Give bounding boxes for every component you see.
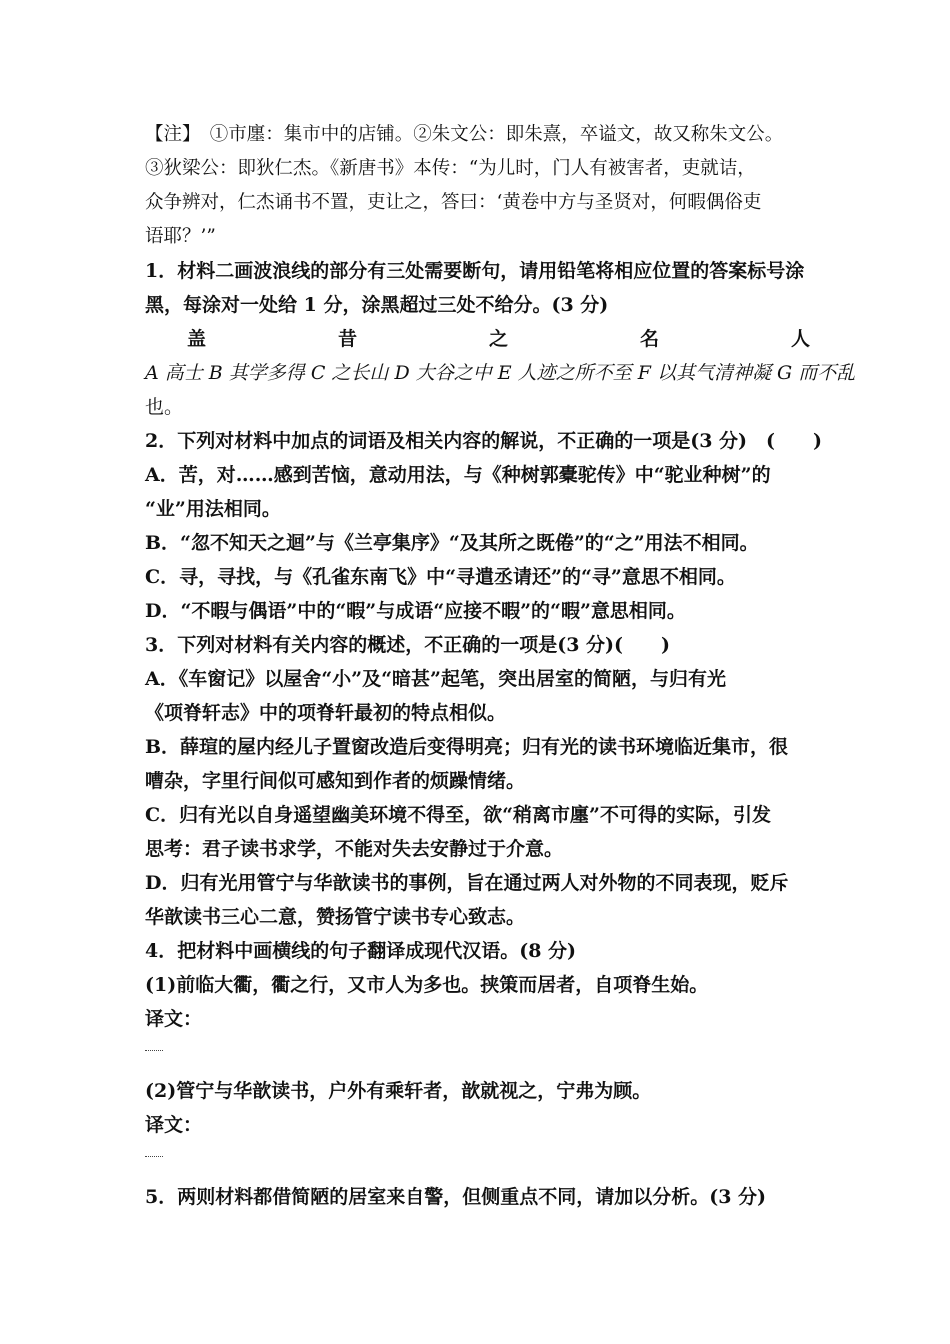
question-1 — [145, 254, 856, 424]
q4-answer-line-1 — [145, 1036, 810, 1066]
q1-char: 之 — [488, 328, 508, 350]
q3-option-a-line-1: A．《车窗记》以屋舍“小”及“暗甚”起笔，突出居室的简陋，与归有光 — [145, 668, 726, 690]
q3-option-b-line-1: B．薛瑄的屋内经儿子置窗改造后变得明亮；归有光的读书环境临近集市，很 — [145, 736, 789, 758]
question-5 — [145, 1180, 810, 1214]
q1-option-line: A 高士 B 其学多得 C 之长山 D 大谷之中 E 人迹之所不至 F 以其气清神凝 G 而不乱 — [145, 362, 856, 384]
q3-stem: 3．下列对材料有关内容的概述，不正确的一项是(3 分)( ) — [145, 634, 671, 656]
q3-option-b-line-2: 嘈杂，字里行间似可感知到作者的烦躁情绪。 — [145, 770, 526, 792]
q3-option-a-line-2: 《项脊轩志》中的项脊轩最初的特点相似。 — [145, 702, 507, 724]
note-line-3: 众争辨对，仁杰诵书不置，吏让之，答曰：‘黄卷中方与圣贤对，何暇偶俗吏 — [145, 192, 762, 213]
q1-spaced-chars — [145, 322, 810, 356]
q1-char: 盖 — [187, 328, 207, 350]
note-line-1: 【注】 ①市廛：集市中的店铺。②朱文公：即朱熹，卒谥文，故又称朱文公。 — [145, 124, 784, 145]
q1-stem-line-1: 1．材料二画波浪线的部分有三处需要断句，请用铅笔将相应位置的答案标号涂 — [145, 260, 805, 282]
q2-option-b: B．“忽不知天之迴”与《兰亭集序》“及其所之既倦”的“之”用法不相同。 — [145, 532, 759, 554]
q2-option-d: D．“不暇与偶语”中的“暇”与成语“应接不暇”的“暇”意思相同。 — [145, 600, 686, 622]
q1-char: 人 — [790, 328, 810, 350]
q4-sentence-1: (1)前临大衢，衢之行，又市人为多也。挟策而居者，自项脊生始。 — [145, 974, 709, 996]
note-line-4: 语耶？’” — [145, 226, 216, 247]
q3-option-c-line-1: C．归有光以自身遥望幽美环境不得至，欲“稍离市廛”不可得的实际，引发 — [145, 804, 771, 826]
q1-char: 昔 — [337, 328, 357, 350]
q5-stem: 5．两则材料都借简陋的居室来自警，但侧重点不同，请加以分析。(3 分) — [145, 1186, 767, 1208]
q2-option-c: C．寻，寻找，与《孔雀东南飞》中“寻遣丞请还”的“寻”意思不相同。 — [145, 566, 736, 588]
q1-tail: 也。 — [145, 396, 184, 418]
q1-char: 名 — [639, 328, 659, 350]
q3-option-d-line-1: D．归有光用管宁与华歆读书的事例，旨在通过两人对外物的不同表现，贬斥 — [145, 872, 789, 894]
question-3 — [145, 628, 810, 934]
question-4 — [145, 934, 810, 1180]
q3-option-d-line-2: 华歆读书三心二意，赞扬管宁读书专心致志。 — [145, 906, 526, 928]
q4-answer-line-2 — [145, 1142, 810, 1172]
q4-stem: 4．把材料中画横线的句子翻译成现代汉语。(8 分) — [145, 940, 577, 962]
q2-option-a-line-2: “业”用法相同。 — [145, 498, 281, 520]
exam-content — [145, 118, 856, 1214]
question-2 — [145, 424, 823, 628]
q1-stem-line-2: 黑，每涂对一处给 1 分，涂黑超过三处不给分。(3 分) — [145, 294, 609, 316]
q4-sentence-2: (2)管宁与华歆读书，户外有乘轩者，歆就视之，宁弗为顾。 — [145, 1080, 652, 1102]
note-line-2: ③狄梁公：即狄仁杰。《新唐书》本传：“为儿时，门人有被害者，吏就诘， — [145, 158, 756, 179]
q3-option-c-line-2: 思考：君子读书求学，不能对失去安静过于介意。 — [145, 838, 564, 860]
note-section — [145, 118, 810, 254]
q2-option-a-line-1: A．苦，对……感到苦恼，意动用法，与《种树郭橐驼传》中“驼业种树”的 — [145, 464, 771, 486]
q4-translation-label-1: 译文： — [145, 1008, 203, 1030]
q2-stem: 2．下列对材料中加点的词语及相关内容的解说，不正确的一项是(3 分) ( ) — [145, 430, 823, 452]
q4-translation-label-2: 译文： — [145, 1114, 203, 1136]
